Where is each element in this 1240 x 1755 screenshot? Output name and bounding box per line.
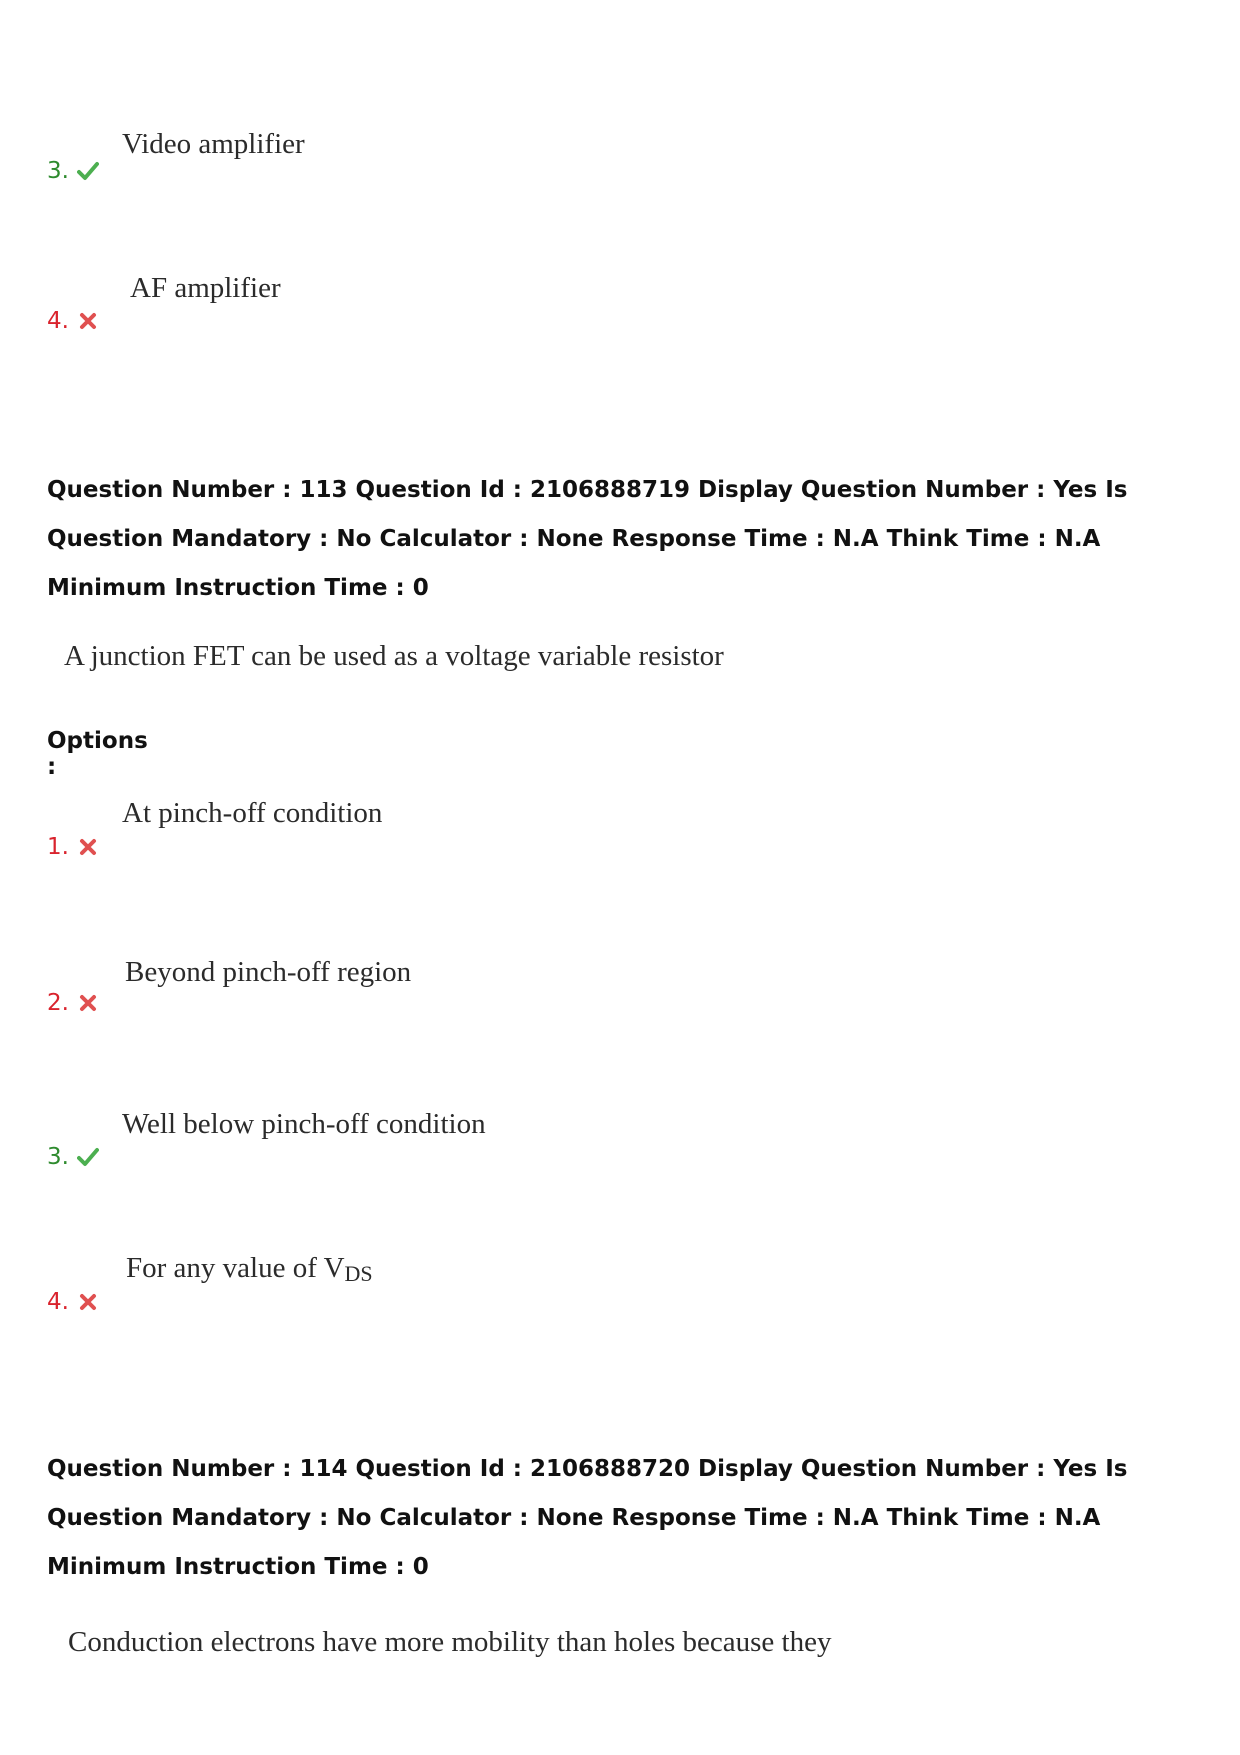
- option-number: 3.: [47, 1144, 69, 1170]
- options-label: Options :: [47, 728, 148, 780]
- option-text: AF amplifier: [130, 272, 281, 304]
- question-stem: A junction FET can be used as a voltage variable resistor: [64, 640, 724, 672]
- option-number-wrong: [47, 308, 99, 334]
- check-icon: [77, 160, 99, 182]
- question-header: Question Number : 114 Question Id : 2106888720 Display Question Number : Yes Is Question Mandatory : No Calculator : None Response Time : N.A Think Time : N.A Minimum Instruction Time : 0: [47, 1456, 1128, 1580]
- option-text: Well below pinch-off condition: [122, 1108, 486, 1140]
- option-text: At pinch-off condition: [122, 797, 383, 829]
- option-text: [126, 1252, 373, 1287]
- option-number: 3.: [47, 158, 69, 184]
- option-number-correct: [47, 1144, 99, 1170]
- option-number: 1.: [47, 834, 69, 860]
- cross-icon: [77, 1291, 99, 1313]
- cross-icon: [77, 836, 99, 858]
- option-number-wrong: [47, 1289, 99, 1315]
- option-number-wrong: [47, 834, 99, 860]
- option-number-wrong: [47, 990, 99, 1016]
- option-text: Video amplifier: [122, 128, 305, 160]
- option-text-main: For any value of V: [126, 1252, 345, 1284]
- option-number: 4.: [47, 308, 69, 334]
- cross-icon: [77, 992, 99, 1014]
- question-stem: Conduction electrons have more mobility than holes because they: [68, 1626, 832, 1658]
- option-text: Beyond pinch-off region: [125, 956, 412, 988]
- option-number: 4.: [47, 1289, 69, 1315]
- option-number: 2.: [47, 990, 69, 1016]
- cross-icon: [77, 310, 99, 332]
- question-header: Question Number : 113 Question Id : 2106888719 Display Question Number : Yes Is Question Mandatory : No Calculator : None Response Time : N.A Think Time : N.A Minimum Instruction Time : 0: [47, 477, 1128, 601]
- option-number-correct: [47, 158, 99, 184]
- check-icon: [77, 1146, 99, 1168]
- option-text-subscript: DS: [344, 1261, 373, 1286]
